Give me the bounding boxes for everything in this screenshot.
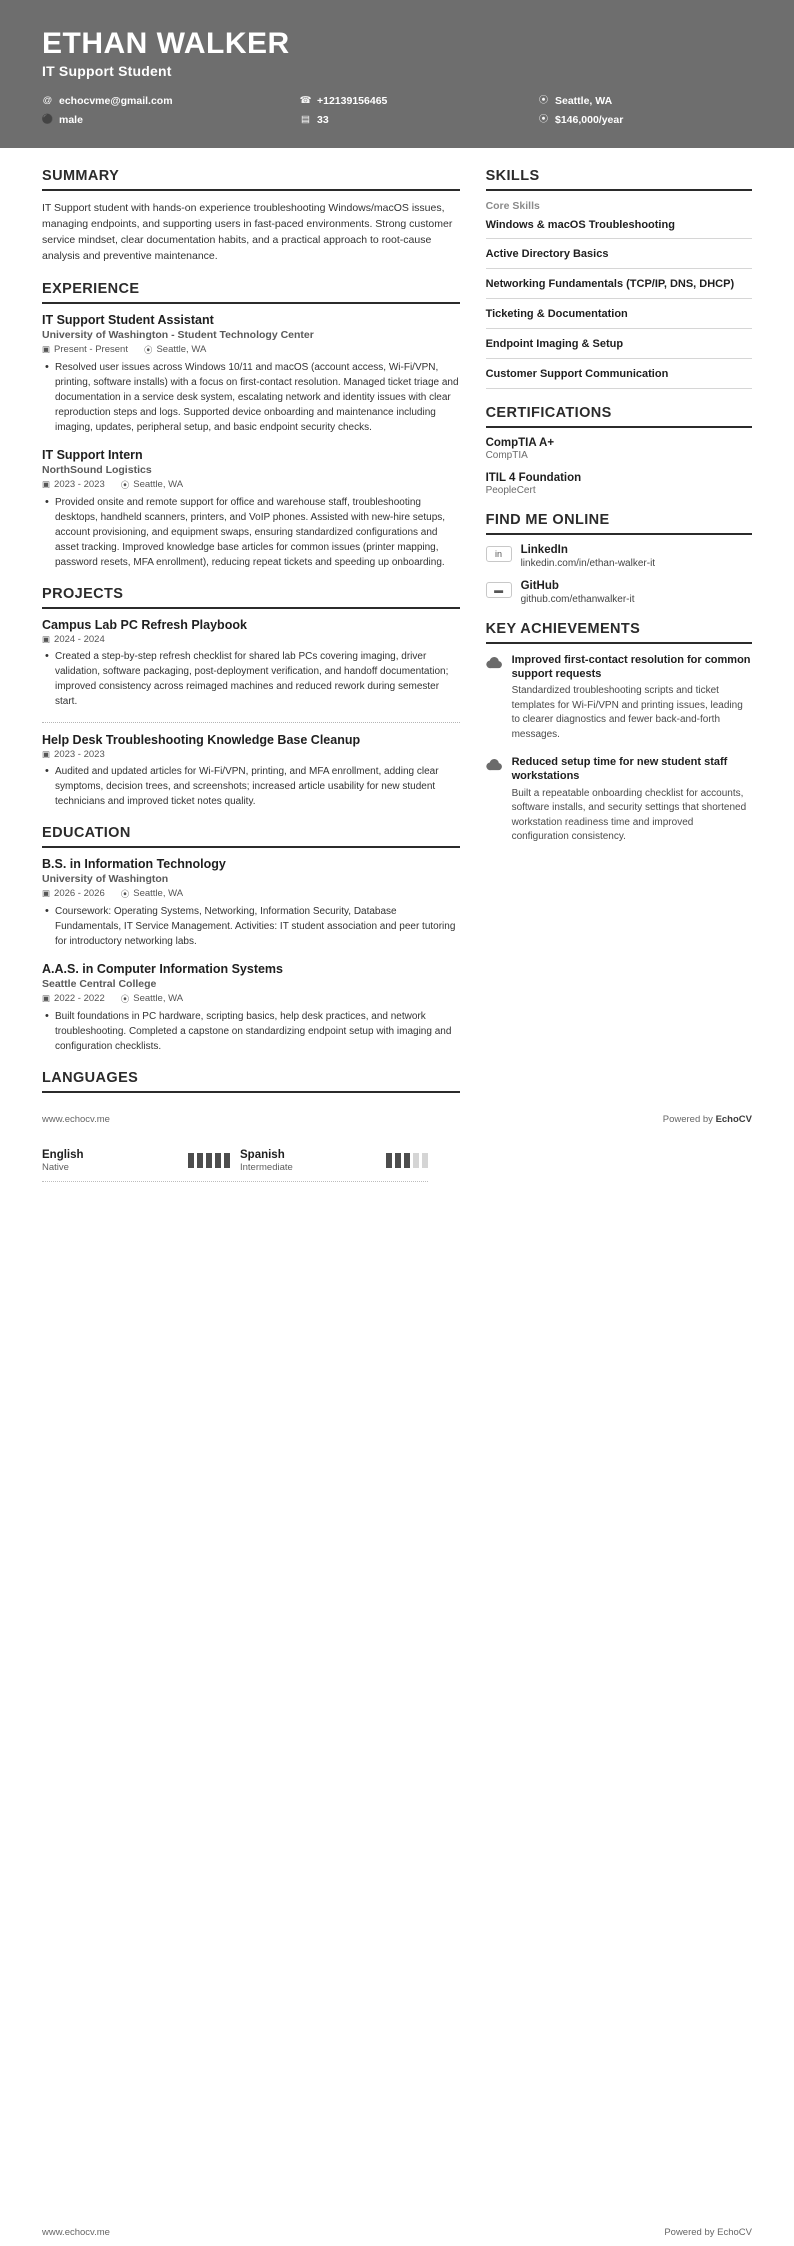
rating-bar [206,1153,212,1168]
rating-bar [413,1153,419,1168]
education-meta [42,993,460,1005]
location-icon: ⦿ [120,479,130,490]
project-name: Campus Lab PC Refresh Playbook [42,617,247,632]
certification-item [486,437,752,461]
education-meta [42,888,460,900]
resume-body [0,148,794,1102]
online-profile-linkedin[interactable] [486,544,752,569]
list-item: • Coursework: Operating Systems, Networking, Information Security, Database Fundamentals, IT Service Management. Activities: IT student association and peer tutoring for introductory networking labs. [44,904,460,949]
experience-dates-value: 2023 - 2023 [54,479,105,491]
language-level: Intermediate [240,1161,293,1173]
calendar-icon: ▣ [42,748,51,759]
salary-icon: ⦿ [538,113,549,125]
achievement-description: Standardized troubleshooting scripts and ticket templates for Wi-Fi/VPN and printing issues, leading to clearer diagnostics and fewer back-and-forth messages. [511,685,743,740]
calendar-icon: ▣ [42,479,51,490]
certification-item [486,472,752,496]
project-dates [42,634,105,645]
certification-name: ITIL 4 Foundation [485,471,582,484]
skill-item: Windows & macOS Troubleshooting [486,218,752,240]
experience-role: IT Support Intern [42,447,143,462]
achievement-description: Built a repeatable onboarding checklist for accounts, software installs, and security settings that shortened workstation readiness time and improved configuration consistency. [511,787,747,843]
experience-meta [42,344,460,356]
achievement-item [486,755,752,845]
job-title: IT Support Student [42,62,172,79]
cloud-icon [486,756,503,773]
education-dates [42,888,105,900]
section-title-projects: PROJECTS [42,586,460,609]
footer-powered-prefix: Powered by [662,1113,716,1125]
cloud-icon [486,654,503,671]
phone-icon: ☎ [299,94,312,106]
skill-item: Ticketing & Documentation [486,307,752,329]
language-info [240,1149,376,1173]
rating-bar [386,1153,392,1168]
footer-powered-prefix: Powered by [664,2227,718,2238]
summary-text: IT Support student with hands-on experience troubleshooting Windows/macOS issues, managing endpoints, and supporting users in fast-paced environments. Strong customer service mindset, clear documentation habits, and a practical approach to root-cause analysis and preventive maintenance. [42,201,453,263]
list-item: • Audited and updated articles for Wi-Fi/VPN, printing, and MFA enrollment, adding clear symptoms, decision trees, and screenshots; increased article usability for new student technicians and improved ticket notes quality. [44,764,460,809]
contact-phone [300,95,530,107]
footer-powered-by [664,2227,752,2238]
achievement-title: Reduced setup time for new student staff workstations [511,756,728,783]
section-title-find-me-online: FIND ME ONLINE [486,512,752,535]
section-title-education: EDUCATION [42,825,460,848]
rating-bar [404,1153,410,1168]
online-profile-url[interactable]: github.com/ethanwalker-it [520,593,635,605]
project-bullets [42,764,460,809]
online-profile-url[interactable]: linkedin.com/in/ethan-walker-it [520,557,656,569]
language-info [42,1149,178,1173]
online-profile-name: GitHub [520,579,559,592]
language-name: English [42,1148,84,1161]
education-degree: B.S. in Information Technology [42,856,226,871]
linkedin-icon: in [486,546,512,562]
list-item: • Built foundations in PC hardware, scripting basics, help desk practices, and network troubleshooting. Completed a capstone on standardizing endpoint setup with imaging and configuration checklists. [44,1009,460,1054]
education-location-value: Seattle, WA [133,888,184,900]
divider [42,722,460,723]
certification-issuer: PeopleCert [485,484,536,496]
footer-site[interactable]: www.echocv.me [42,1113,110,1125]
education-item [42,857,460,949]
language-rating [386,1153,428,1168]
online-profile-name: LinkedIn [520,543,568,556]
location-icon: ⦿ [120,888,130,899]
education-bullets [42,1009,460,1054]
experience-item [42,448,460,570]
footer-brand: EchoCV [715,1113,752,1125]
rating-bar [197,1153,203,1168]
contact-salary [538,114,752,126]
project-name: Help Desk Troubleshooting Knowledge Base Cleanup [42,732,361,747]
certification-issuer: CompTIA [485,449,528,461]
education-school: Seattle Central College [42,977,157,990]
page-footer [0,1102,794,1135]
project-dates [42,749,105,760]
language-name: Spanish [240,1148,285,1161]
location-icon: ⦿ [143,344,153,355]
project-dates-value: 2023 - 2023 [54,748,105,760]
rating-bar [215,1153,221,1168]
calendar-icon: ▣ [42,344,51,355]
contact-age-value: 33 [317,113,329,126]
section-title-skills: SKILLS [486,168,752,191]
project-dates-value: 2024 - 2024 [54,633,105,645]
contact-age [300,114,530,126]
skill-item: Networking Fundamentals (TCP/IP, DNS, DHCP) [486,277,752,299]
project-meta [42,634,460,645]
project-item [42,733,460,809]
right-column [486,168,752,858]
project-bullets [42,649,460,709]
experience-org: NorthSound Logistics [42,463,152,476]
experience-location-value: Seattle, WA [156,344,207,356]
section-title-experience: EXPERIENCE [42,281,460,304]
rating-bar [422,1153,428,1168]
experience-dates-value: Present - Present [54,344,128,356]
language-level: Native [42,1161,69,1173]
experience-dates [42,344,128,356]
education-dates [42,993,105,1005]
education-location [121,993,183,1005]
rating-bar [224,1153,230,1168]
person-icon: ⚫ [41,113,54,125]
skill-item: Customer Support Communication [486,367,752,389]
education-location-value: Seattle, WA [133,993,184,1005]
section-title-certifications: CERTIFICATIONS [486,405,752,428]
list-item: • Resolved user issues across Windows 10/11 and macOS (account access, Wi-Fi/VPN, printing, software installs) with a focus on first-contact resolution. Managed ticket triage and documentation in a service desk system, escalating network and identity issues with clear reproduction steps and logs. Supported device onboarding and maintenance including imaging, updates, peripheral setup, and basic endpoint security checks. [44,360,460,435]
language-rating [188,1153,230,1168]
contact-gender [42,114,292,126]
experience-role: IT Support Student Assistant [42,312,214,327]
skills-group-label: Core Skills [485,199,540,212]
experience-meta [42,479,460,491]
experience-location [121,479,183,491]
list-item: • Provided onsite and remote support for office and warehouse staff, troubleshooting desktops, handheld scanners, printers, and VoIP phones. Assisted with new-hire setups, account provisioning, and equipment swaps, ensuring standardized configurations and asset tracking. Improved knowledge base articles for common issues (printer mapping, password resets, MFA enrollment), reducing repeat tickets and speeding up onboarding. [44,495,460,570]
contact-email-value: echocvme@gmail.com [59,94,173,107]
contact-location [538,95,752,107]
location-icon: ⦿ [120,993,130,1004]
list-item: • Created a step-by-step refresh checklist for shared lab PCs covering imaging, driver validation, software packaging, post-deployment verification, and handoff documentation; improved consistency across reimaged machines and reduced rework during semester start. [44,649,460,709]
calendar-icon: ▣ [42,888,51,899]
footer-site[interactable]: www.echocv.me [42,2227,110,2238]
footer-brand: EchoCV [717,2227,752,2238]
page-title: ETHAN WALKER [42,27,290,60]
education-degree: A.A.S. in Computer Information Systems [42,961,284,976]
experience-bullets [42,360,460,435]
section-title-summary: SUMMARY [42,168,460,191]
contact-email [42,95,292,107]
achievement-item [486,653,752,743]
skill-item: Active Directory Basics [486,247,752,269]
section-title-languages: LANGUAGES [42,1070,460,1093]
skill-item: Endpoint Imaging & Setup [486,337,752,359]
experience-org: University of Washington - Student Technology Center [42,328,314,341]
education-location [121,888,183,900]
contact-salary-value: $146,000/year [555,113,624,126]
experience-location-value: Seattle, WA [133,479,184,491]
calendar-icon: ▣ [42,993,51,1004]
certification-name: CompTIA A+ [485,436,555,449]
rating-bar [188,1153,194,1168]
contact-location-value: Seattle, WA [555,94,613,107]
contact-gender-value: male [59,113,83,126]
contact-phone-value: +12139156465 [317,94,388,107]
resume-header [0,0,794,148]
left-column [42,168,460,1102]
education-bullets [42,904,460,949]
email-icon: @ [42,94,53,106]
language-item [42,1149,428,1182]
calendar-icon: ▤ [301,113,310,125]
project-meta [42,749,460,760]
education-school: University of Washington [42,872,169,885]
experience-bullets [42,495,460,570]
languages-section [0,1135,470,1182]
github-icon: ▬ [486,582,512,598]
online-profile-github[interactable] [486,580,752,605]
calendar-icon: ▣ [42,633,51,644]
project-item [42,618,460,709]
education-item [42,962,460,1054]
footer-powered-by [663,1114,752,1125]
contact-info [42,95,752,126]
achievement-title: Improved first-contact resolution for common support requests [511,653,751,680]
page-footer-bottom [0,2227,794,2238]
section-title-key-achievements: KEY ACHIEVEMENTS [486,621,752,644]
location-icon: ⦿ [538,94,549,106]
experience-dates [42,479,105,491]
experience-item [42,313,460,435]
education-dates-value: 2026 - 2026 [54,888,105,900]
rating-bar [395,1153,401,1168]
experience-location [144,344,206,356]
education-dates-value: 2022 - 2022 [54,993,105,1005]
